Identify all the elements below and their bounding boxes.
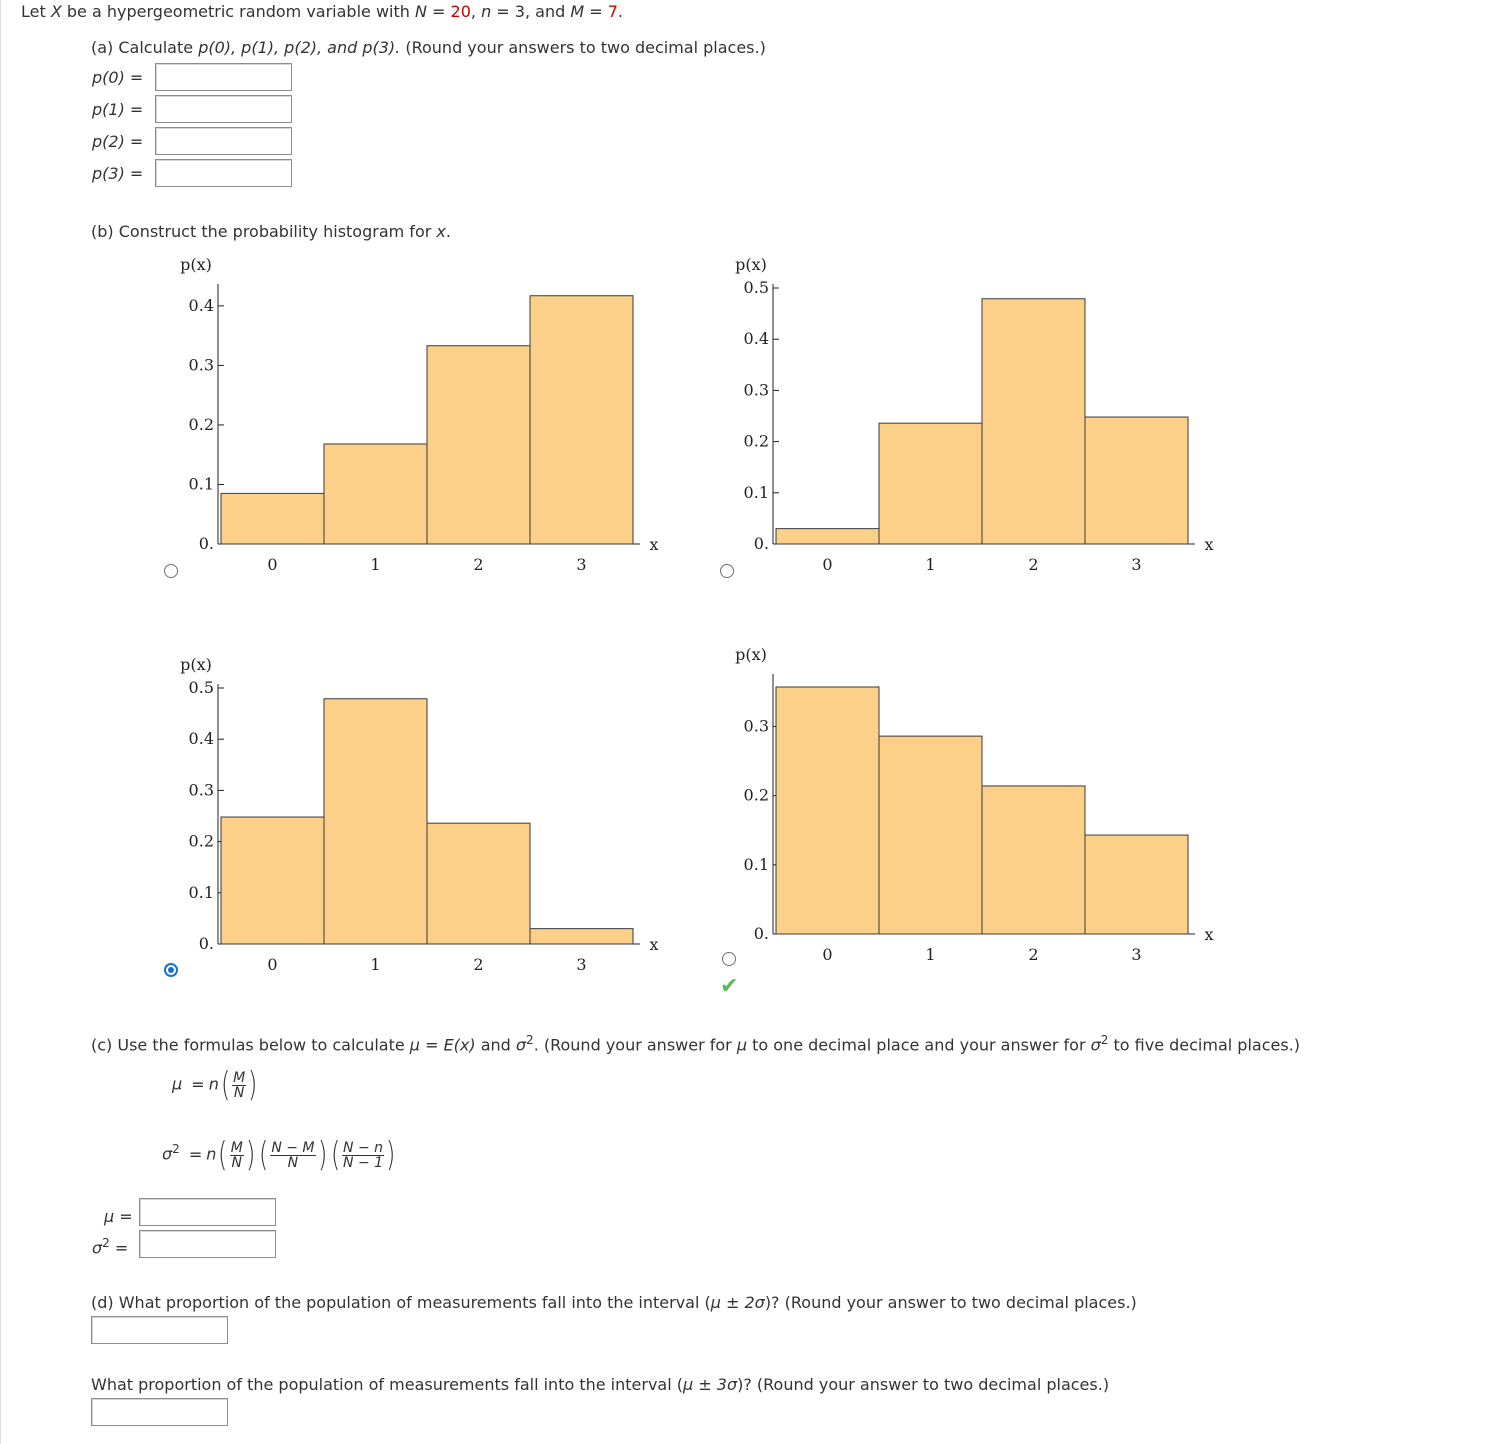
p2-answer-input[interactable] bbox=[155, 127, 292, 155]
three-sigma-proportion-input[interactable] bbox=[91, 1398, 228, 1426]
y-tick-label: 0.4 bbox=[743, 329, 769, 349]
histogram-bar bbox=[879, 736, 982, 934]
y-tick-label: 0.2 bbox=[743, 785, 769, 805]
histogram-d-radio[interactable] bbox=[722, 952, 736, 966]
x-tick-label: 3 bbox=[576, 955, 587, 974]
x-tick-label: 0 bbox=[267, 555, 278, 574]
x-axis-title: x bbox=[649, 935, 659, 954]
histogram-bar bbox=[427, 346, 530, 544]
y-tick-label: 0.3 bbox=[743, 380, 769, 400]
p1-label: p(1) = bbox=[92, 100, 144, 119]
variance-answer-input[interactable] bbox=[139, 1230, 276, 1258]
x-tick-label: 2 bbox=[473, 955, 484, 974]
y-tick-label: 0.4 bbox=[188, 729, 214, 749]
y-axis-title: p(x) bbox=[180, 655, 212, 674]
x-tick-label: 0 bbox=[822, 555, 833, 574]
var-n: n bbox=[481, 2, 492, 21]
y-tick-label: 0.2 bbox=[743, 431, 769, 451]
y-tick-label: 0.4 bbox=[188, 295, 214, 315]
histogram-bar bbox=[221, 493, 324, 544]
x-tick-label: 3 bbox=[576, 555, 587, 574]
mu-answer-label: μ = bbox=[104, 1207, 133, 1226]
p3-label: p(3) = bbox=[92, 164, 144, 183]
y-tick-label: 0. bbox=[753, 924, 769, 943]
y-axis-title: p(x) bbox=[735, 645, 767, 664]
y-tick-label: 0. bbox=[753, 534, 769, 553]
histogram-option-d bbox=[715, 640, 1235, 980]
y-tick-label: 0.5 bbox=[188, 678, 214, 697]
x-tick-label: 0 bbox=[822, 945, 833, 964]
x-axis-title: x bbox=[1204, 925, 1214, 944]
histogram-bar bbox=[324, 699, 427, 944]
histogram-b-radio[interactable] bbox=[720, 564, 734, 578]
x-tick-label: 3 bbox=[1131, 555, 1142, 574]
part-a-prompt: (a) Calculate p(0), p(1), p(2), and p(3). (Round your answers to two decimal places.) bbox=[91, 38, 766, 57]
part-c-prompt: (c) Use the formulas below to calculate μ = E(x) and $\sigma^2$. (Round your answer for μ to one decimal place and your answer for $\sigma^2$ to five decimal places.) bbox=[91, 1033, 1301, 1055]
y-tick-label: 0.1 bbox=[188, 882, 214, 902]
x-tick-label: 1 bbox=[370, 955, 381, 974]
value-M: 7 bbox=[607, 2, 618, 21]
histogram-bar bbox=[982, 299, 1085, 544]
histogram-option-b bbox=[715, 250, 1235, 590]
variance-formula: $\sigma^2 = n$( $\frac{M}{N}$ ) ( $\frac{N - M}{N}$ ) ( $\frac{N - n}{N - 1}$ ) bbox=[162, 1135, 396, 1175]
intro-prefix: Let bbox=[21, 2, 51, 21]
y-tick-label: 0. bbox=[198, 534, 214, 553]
x-tick-label: 2 bbox=[1028, 555, 1039, 574]
y-tick-label: 0.1 bbox=[188, 474, 214, 494]
var-N: N bbox=[414, 2, 427, 21]
y-axis-title: p(x) bbox=[180, 255, 212, 274]
p3-answer-input[interactable] bbox=[155, 159, 292, 187]
value-N: 20 bbox=[450, 2, 471, 21]
y-tick-label: 0.3 bbox=[743, 716, 769, 736]
histogram-option-a bbox=[160, 250, 680, 590]
part-b-var: x bbox=[436, 222, 446, 241]
y-tick-label: 0.3 bbox=[188, 355, 214, 375]
y-tick-label: 0.1 bbox=[743, 854, 769, 874]
intro-end: . bbox=[617, 2, 623, 21]
x-tick-label: 1 bbox=[925, 945, 936, 964]
histogram-bar bbox=[982, 786, 1085, 934]
histogram-bar bbox=[324, 444, 427, 544]
x-axis-title: x bbox=[1204, 535, 1214, 554]
x-tick-label: 1 bbox=[925, 555, 936, 574]
y-tick-label: 0.2 bbox=[188, 414, 214, 434]
x-tick-label: 0 bbox=[267, 955, 278, 974]
y-tick-label: 0.1 bbox=[743, 482, 769, 502]
intro-sep: , bbox=[470, 2, 482, 21]
p0-answer-input[interactable] bbox=[155, 63, 292, 91]
y-tick-label: 0.3 bbox=[188, 780, 214, 800]
variance-answer-label: $\sigma^2$ = bbox=[92, 1236, 129, 1258]
mu-answer-input[interactable] bbox=[139, 1198, 276, 1226]
y-tick-label: 0.5 bbox=[743, 278, 769, 297]
histogram-option-c bbox=[160, 650, 680, 990]
mu-formula: μ = n( $\frac{M}{N}$ ) bbox=[172, 1065, 258, 1105]
intro-eq3: = bbox=[584, 2, 608, 21]
x-tick-label: 1 bbox=[370, 555, 381, 574]
histogram-bar bbox=[776, 687, 879, 934]
histogram-a-radio[interactable] bbox=[164, 564, 178, 578]
correct-check-icon: ✔ bbox=[720, 974, 739, 999]
y-tick-label: 0. bbox=[198, 934, 214, 953]
var-X: X bbox=[50, 2, 62, 21]
intro-eq1: = bbox=[426, 2, 451, 21]
x-tick-label: 2 bbox=[473, 555, 484, 574]
histogram-bar bbox=[427, 823, 530, 944]
var-M: M bbox=[570, 2, 585, 21]
part-d-question-1: (d) What proportion of the population of measurements fall into the interval (μ ± 2σ)? (Round your answer to two decimal places.) bbox=[91, 1293, 1137, 1312]
intro-text bbox=[21, 2, 623, 21]
two-sigma-proportion-input[interactable] bbox=[91, 1316, 228, 1344]
y-tick-label: 0.2 bbox=[188, 831, 214, 851]
histogram-bar bbox=[221, 817, 324, 944]
y-axis-title: p(x) bbox=[735, 255, 767, 274]
part-b-prompt: (b) Construct the probability histogram for x. bbox=[91, 222, 451, 241]
histogram-bar bbox=[879, 423, 982, 544]
page-left-border bbox=[0, 0, 1, 1444]
histogram-bar bbox=[776, 529, 879, 544]
histogram-c-radio[interactable] bbox=[164, 963, 178, 977]
p0-label: p(0) = bbox=[92, 68, 144, 87]
p2-label: p(2) = bbox=[92, 132, 144, 151]
part-a-terms: p(0), p(1), p(2), and p(3). bbox=[198, 38, 401, 57]
histogram-bar bbox=[1085, 417, 1188, 544]
histogram-bar bbox=[1085, 835, 1188, 934]
p1-answer-input[interactable] bbox=[155, 95, 292, 123]
part-d-question-2: What proportion of the population of measurements fall into the interval (μ ± 3σ)? (Round your answer to two decimal places.) bbox=[91, 1375, 1110, 1394]
intro-middle: be a hypergeometric random variable with bbox=[61, 2, 415, 21]
x-tick-label: 3 bbox=[1131, 945, 1142, 964]
histogram-bar bbox=[530, 929, 633, 944]
intro-eq2: = 3, and bbox=[491, 2, 571, 21]
x-tick-label: 2 bbox=[1028, 945, 1039, 964]
histogram-bar bbox=[530, 296, 633, 544]
x-axis-title: x bbox=[649, 535, 659, 554]
